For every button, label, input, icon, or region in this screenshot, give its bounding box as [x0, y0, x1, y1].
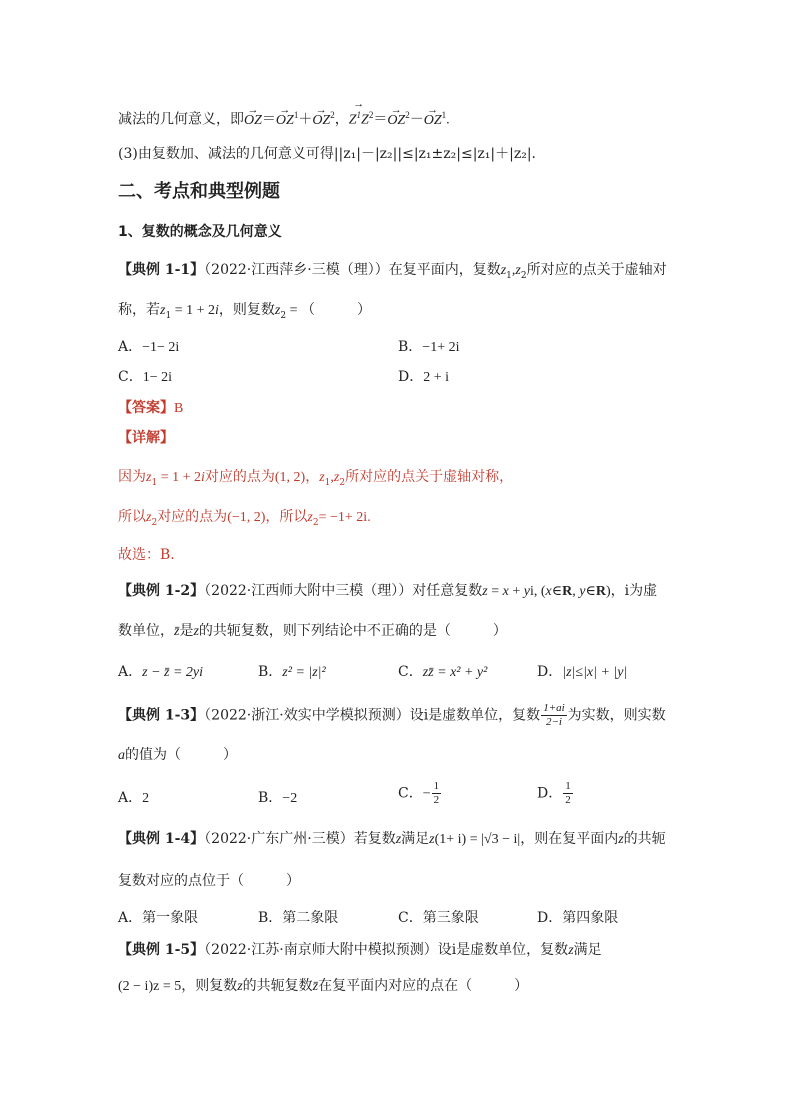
- example-1-2-option-a: A．z − z̄ = 2yi: [118, 664, 204, 680]
- example-1-4-option-a: A．第一象限: [118, 910, 199, 926]
- choose-line: 故选：B.: [118, 547, 175, 563]
- example-1-1-option-a: A．−1− 2i: [118, 339, 180, 355]
- example-1-5-stem-line2: (2 − i)z = 5，则复数z的共轭复数z̄在复平面内对应的点在（ ）: [118, 978, 529, 994]
- example-1-1-option-d: D．2 + i: [398, 369, 450, 385]
- example-1-2-option-d: D．|z|≤|x| + |y|: [537, 664, 628, 680]
- example-1-1-stem-line2: 称，若$z_1 = 1 + 2i$，则复数$z_2$ = （ ）: [118, 302, 371, 321]
- example-1-3-option-d: D． $\frac{1}{2}$: [537, 780, 571, 806]
- example-1-3-stem-line2: a的值为（ ）: [118, 747, 237, 763]
- example-1-2-stem-line2: 数单位，z̄是z的共轭复数，则下列结论中不正确的是（ ）: [118, 623, 507, 639]
- example-1-3-option-a: A．2: [118, 790, 150, 806]
- example-1-3-option-b: B．−2: [258, 790, 298, 806]
- example-1-3-stem: 【典例 1-3】（2022·浙江·效实中学模拟预测）设i是虚数单位，复数 $\frac{1+ai}{2-i}$ 为实数，则实数: [118, 702, 666, 728]
- example-1-2-stem: 【典例 1-2】（2022·江西师大附中三模（理））对任意复数z = x + yi, (x∈R, y∈R)，i为虚: [118, 583, 658, 599]
- example-1-3-option-c: C．− $\frac{1}{2}$: [398, 780, 440, 806]
- example-1-1-stem: 【典例 1-1】（2022·江西萍乡·三模（理））在复平面内，复数$z_1,z_2$所对应的点关于虚轴对: [118, 262, 667, 281]
- example-1-4-stem: 【典例 1-4】（2022·广东广州·三模）若复数z满足z(1+ i) = |√3 − i|，则在复平面内z的共轭: [118, 831, 666, 847]
- example-1-2-option-c: C．zz̄ = x² + y²: [398, 664, 488, 680]
- section-heading: 二、考点和典型例题: [118, 181, 280, 202]
- example-1-2-option-b: B．z² = |z|²: [258, 664, 326, 680]
- answer-line: 【答案】B: [118, 400, 184, 416]
- example-1-4-stem-line2: 复数对应的点位于（ ）: [118, 873, 300, 889]
- fraction-1-plus-ai-over-2-minus-i: $\frac{1+ai}{2-i}$: [543, 702, 565, 728]
- intro-line-2: (3)由复数加、减法的几何意义可得||z₁|－|z₂||≤|z₁±z₂|≤|z₁|＋|z₂|.: [118, 146, 537, 162]
- detail-line-1: 因为$z_1 = 1 + 2i$对应的点为(1, 2)，$z_1,z_2$所对应的点关于虚轴对称，: [118, 469, 514, 488]
- example-1-1-option-c: C．1− 2i: [118, 369, 173, 385]
- example-1-5-stem: 【典例 1-5】（2022·江苏·南京师大附中模拟预测）设i是虚数单位，复数z满足: [118, 942, 602, 958]
- example-1-1-option-b: B．−1+ 2i: [398, 339, 460, 355]
- example-1-4-option-d: D．第四象限: [537, 910, 619, 926]
- vector-z1z2: → $Z^1Z$: [349, 105, 369, 131]
- section-subheading: 1、复数的概念及几何意义: [118, 224, 282, 240]
- example-1-4-option-c: C．第三象限: [398, 910, 479, 926]
- vector-oz: → OZ: [244, 111, 262, 131]
- example-1-4-option-b: B．第二象限: [258, 910, 339, 926]
- vector-oz1: → OZ: [276, 111, 294, 131]
- detail-line-2: 所以$z_2$对应的点为(−1, 2)，所以$z_2= -1+ 2i$.: [118, 509, 371, 528]
- detail-tag: 【详解】: [118, 430, 174, 446]
- vector-oz2: → OZ: [312, 111, 330, 131]
- intro-line-1: 减法的几何意义，即→ $OZ=\to OZ^1+\to OZ^2$，→ $Z^1Z^2=\to OZ^2-\to OZ^1$.: [118, 105, 450, 131]
